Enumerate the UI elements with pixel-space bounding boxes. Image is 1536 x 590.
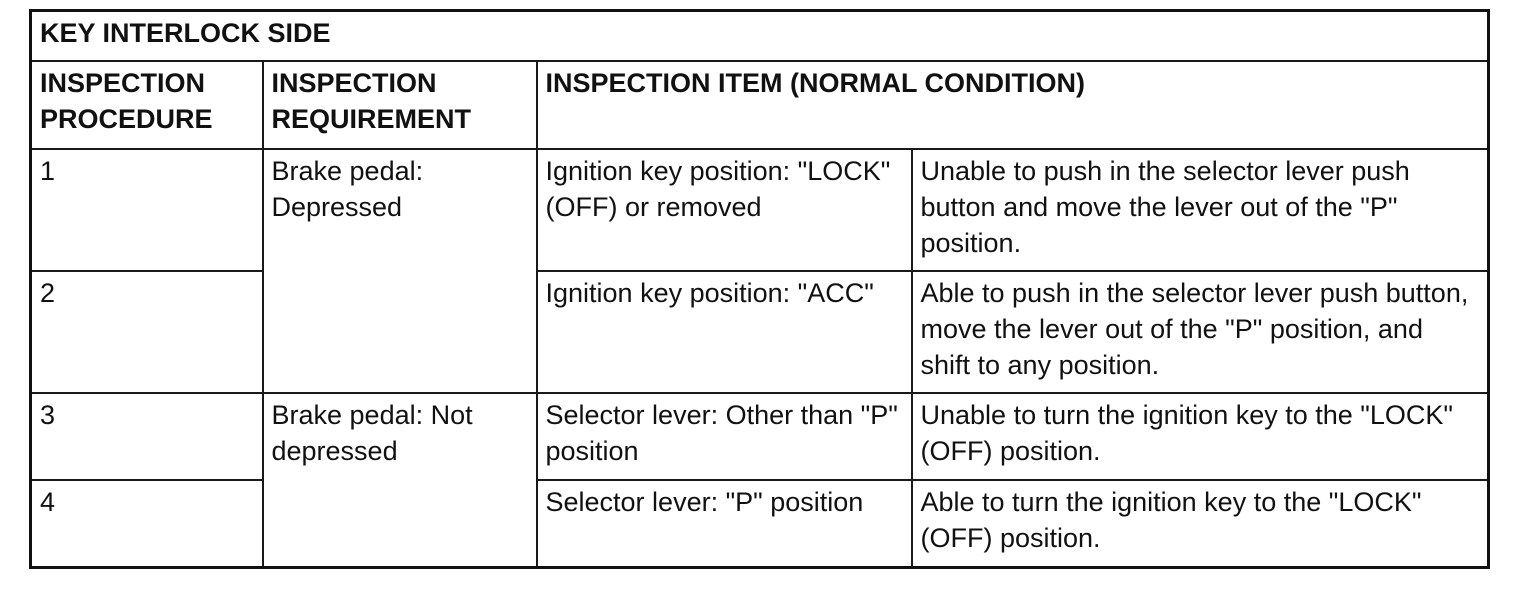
header-row [31, 61, 1489, 149]
result-cell: Able to turn the ignition key to the "LOCK" (OFF) position. [912, 480, 1489, 568]
table-row [31, 271, 1489, 393]
procedure-number: 4 [31, 480, 263, 568]
header-procedure-line-1: INSPECTION [40, 68, 206, 98]
header-requirement [263, 61, 537, 149]
header-item: INSPECTION ITEM (NORMAL CONDITION) [537, 61, 1489, 149]
condition-cell: Ignition key position: "ACC" [537, 271, 912, 393]
table-row [31, 480, 1489, 568]
result-cell: Unable to turn the ignition key to the "LOCK" (OFF) position. [912, 393, 1489, 480]
header-requirement-line-1: INSPECTION [271, 68, 437, 98]
requirement-cell: Brake pedal: Not depressed [263, 393, 537, 568]
procedure-number: 1 [31, 149, 263, 271]
procedure-number: 2 [31, 271, 263, 393]
title-row [31, 11, 1489, 62]
result-cell: Unable to push in the selector lever push button and move the lever out of the "P" position. [912, 149, 1489, 271]
key-interlock-table [29, 9, 1490, 569]
condition-cell: Selector lever: "P" position [537, 480, 912, 568]
requirement-cell: Brake pedal: Depressed [263, 149, 537, 393]
header-procedure-line-2: PROCEDURE [40, 104, 213, 134]
condition-cell: Ignition key position: "LOCK" (OFF) or removed [537, 149, 912, 271]
table-row [31, 393, 1489, 480]
header-procedure [31, 61, 263, 149]
table-title: KEY INTERLOCK SIDE [31, 11, 1489, 62]
procedure-number: 3 [31, 393, 263, 480]
condition-cell: Selector lever: Other than "P" position [537, 393, 912, 480]
header-requirement-line-2: REQUIREMENT [271, 104, 472, 134]
result-cell: Able to push in the selector lever push button, move the lever out of the "P" position, and shift to any position. [912, 271, 1489, 393]
table-row [31, 149, 1489, 271]
inspection-sheet [29, 9, 1490, 569]
